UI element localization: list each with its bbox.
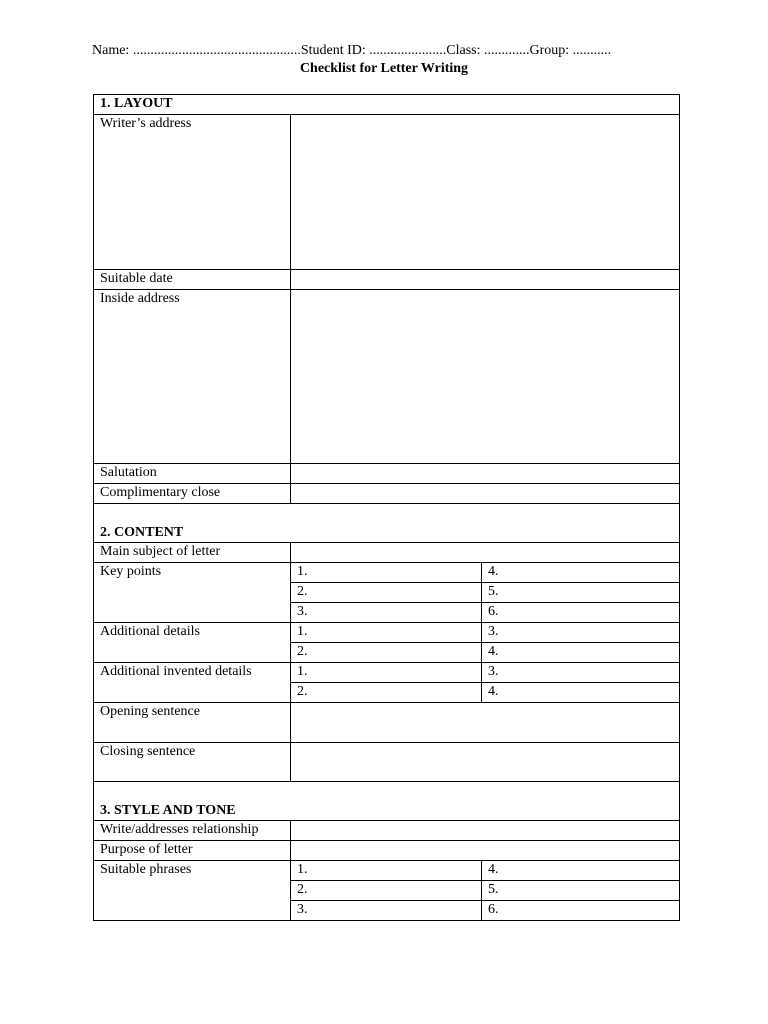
section-content-cell [94, 504, 680, 543]
inside-address-field[interactable] [291, 290, 680, 464]
additional-invented-field[interactable]: 3. [482, 663, 680, 683]
opening-sentence-label: Opening sentence [94, 703, 291, 743]
suitable-phrase-field[interactable]: 6. [482, 901, 680, 921]
key-point-field[interactable]: 6. [482, 603, 680, 623]
writers-address-label: Writer’s address [94, 115, 291, 270]
closing-sentence-field[interactable] [291, 743, 680, 782]
suitable-date-field[interactable] [291, 270, 680, 290]
section-style-row [94, 782, 680, 821]
purpose-label: Purpose of letter [94, 841, 291, 861]
additional-invented-label: Additional invented details [94, 663, 291, 703]
key-point-field[interactable]: 5. [482, 583, 680, 603]
closing-sentence-label: Closing sentence [94, 743, 291, 782]
main-subject-label: Main subject of letter [94, 543, 291, 563]
suitable-date-row [94, 270, 680, 290]
salutation-row [94, 464, 680, 484]
document-title: Checklist for Letter Writing [299, 61, 469, 76]
section-content-title: 2. CONTENT [100, 525, 184, 540]
key-point-field[interactable]: 2. [291, 583, 482, 603]
suitable-phrase-field[interactable]: 3. [291, 901, 482, 921]
additional-invented-row [94, 663, 680, 683]
inside-address-row [94, 290, 680, 464]
suitable-phrase-field[interactable]: 4. [482, 861, 680, 881]
additional-detail-field[interactable]: 1. [291, 623, 482, 643]
main-subject-row [94, 543, 680, 563]
salutation-label: Salutation [94, 464, 291, 484]
section-layout-row [94, 95, 680, 115]
suitable-phrases-label: Suitable phrases [94, 861, 291, 921]
inside-address-label: Inside address [94, 290, 291, 464]
salutation-field[interactable] [291, 464, 680, 484]
student-info-line: Name: ................................................Student ID: ......................Class: .............Group: ........... [92, 43, 612, 58]
section-style-cell [94, 782, 680, 821]
purpose-row [94, 841, 680, 861]
key-point-field[interactable]: 3. [291, 603, 482, 623]
suitable-phrase-field[interactable]: 5. [482, 881, 680, 901]
relationship-field[interactable] [291, 821, 680, 841]
suitable-phrase-field[interactable]: 2. [291, 881, 482, 901]
writers-address-field[interactable] [291, 115, 680, 270]
checklist-table [93, 94, 680, 921]
opening-sentence-field[interactable] [291, 703, 680, 743]
purpose-field[interactable] [291, 841, 680, 861]
additional-invented-field[interactable]: 4. [482, 683, 680, 703]
suitable-phrase-field[interactable]: 1. [291, 861, 482, 881]
additional-details-label: Additional details [94, 623, 291, 663]
complimentary-close-field[interactable] [291, 484, 680, 504]
additional-details-row [94, 623, 680, 643]
section-layout-cell [94, 95, 680, 115]
section-style-title: 3. STYLE AND TONE [100, 803, 236, 818]
additional-detail-field[interactable]: 4. [482, 643, 680, 663]
section-layout-title: 1. LAYOUT [100, 96, 173, 111]
complimentary-close-label: Complimentary close [94, 484, 291, 504]
additional-detail-field[interactable]: 3. [482, 623, 680, 643]
additional-invented-field[interactable]: 1. [291, 663, 482, 683]
writers-address-row [94, 115, 680, 270]
section-content-row [94, 504, 680, 543]
key-point-field[interactable]: 4. [482, 563, 680, 583]
key-points-row [94, 563, 680, 583]
opening-sentence-row [94, 703, 680, 743]
closing-sentence-row [94, 743, 680, 782]
additional-invented-field[interactable]: 2. [291, 683, 482, 703]
complimentary-close-row [94, 484, 680, 504]
suitable-date-label: Suitable date [94, 270, 291, 290]
key-point-field[interactable]: 1. [291, 563, 482, 583]
relationship-row [94, 821, 680, 841]
main-subject-field[interactable] [291, 543, 680, 563]
suitable-phrases-row [94, 861, 680, 881]
relationship-label: Write/addresses relationship [94, 821, 291, 841]
additional-detail-field[interactable]: 2. [291, 643, 482, 663]
key-points-label: Key points [94, 563, 291, 623]
